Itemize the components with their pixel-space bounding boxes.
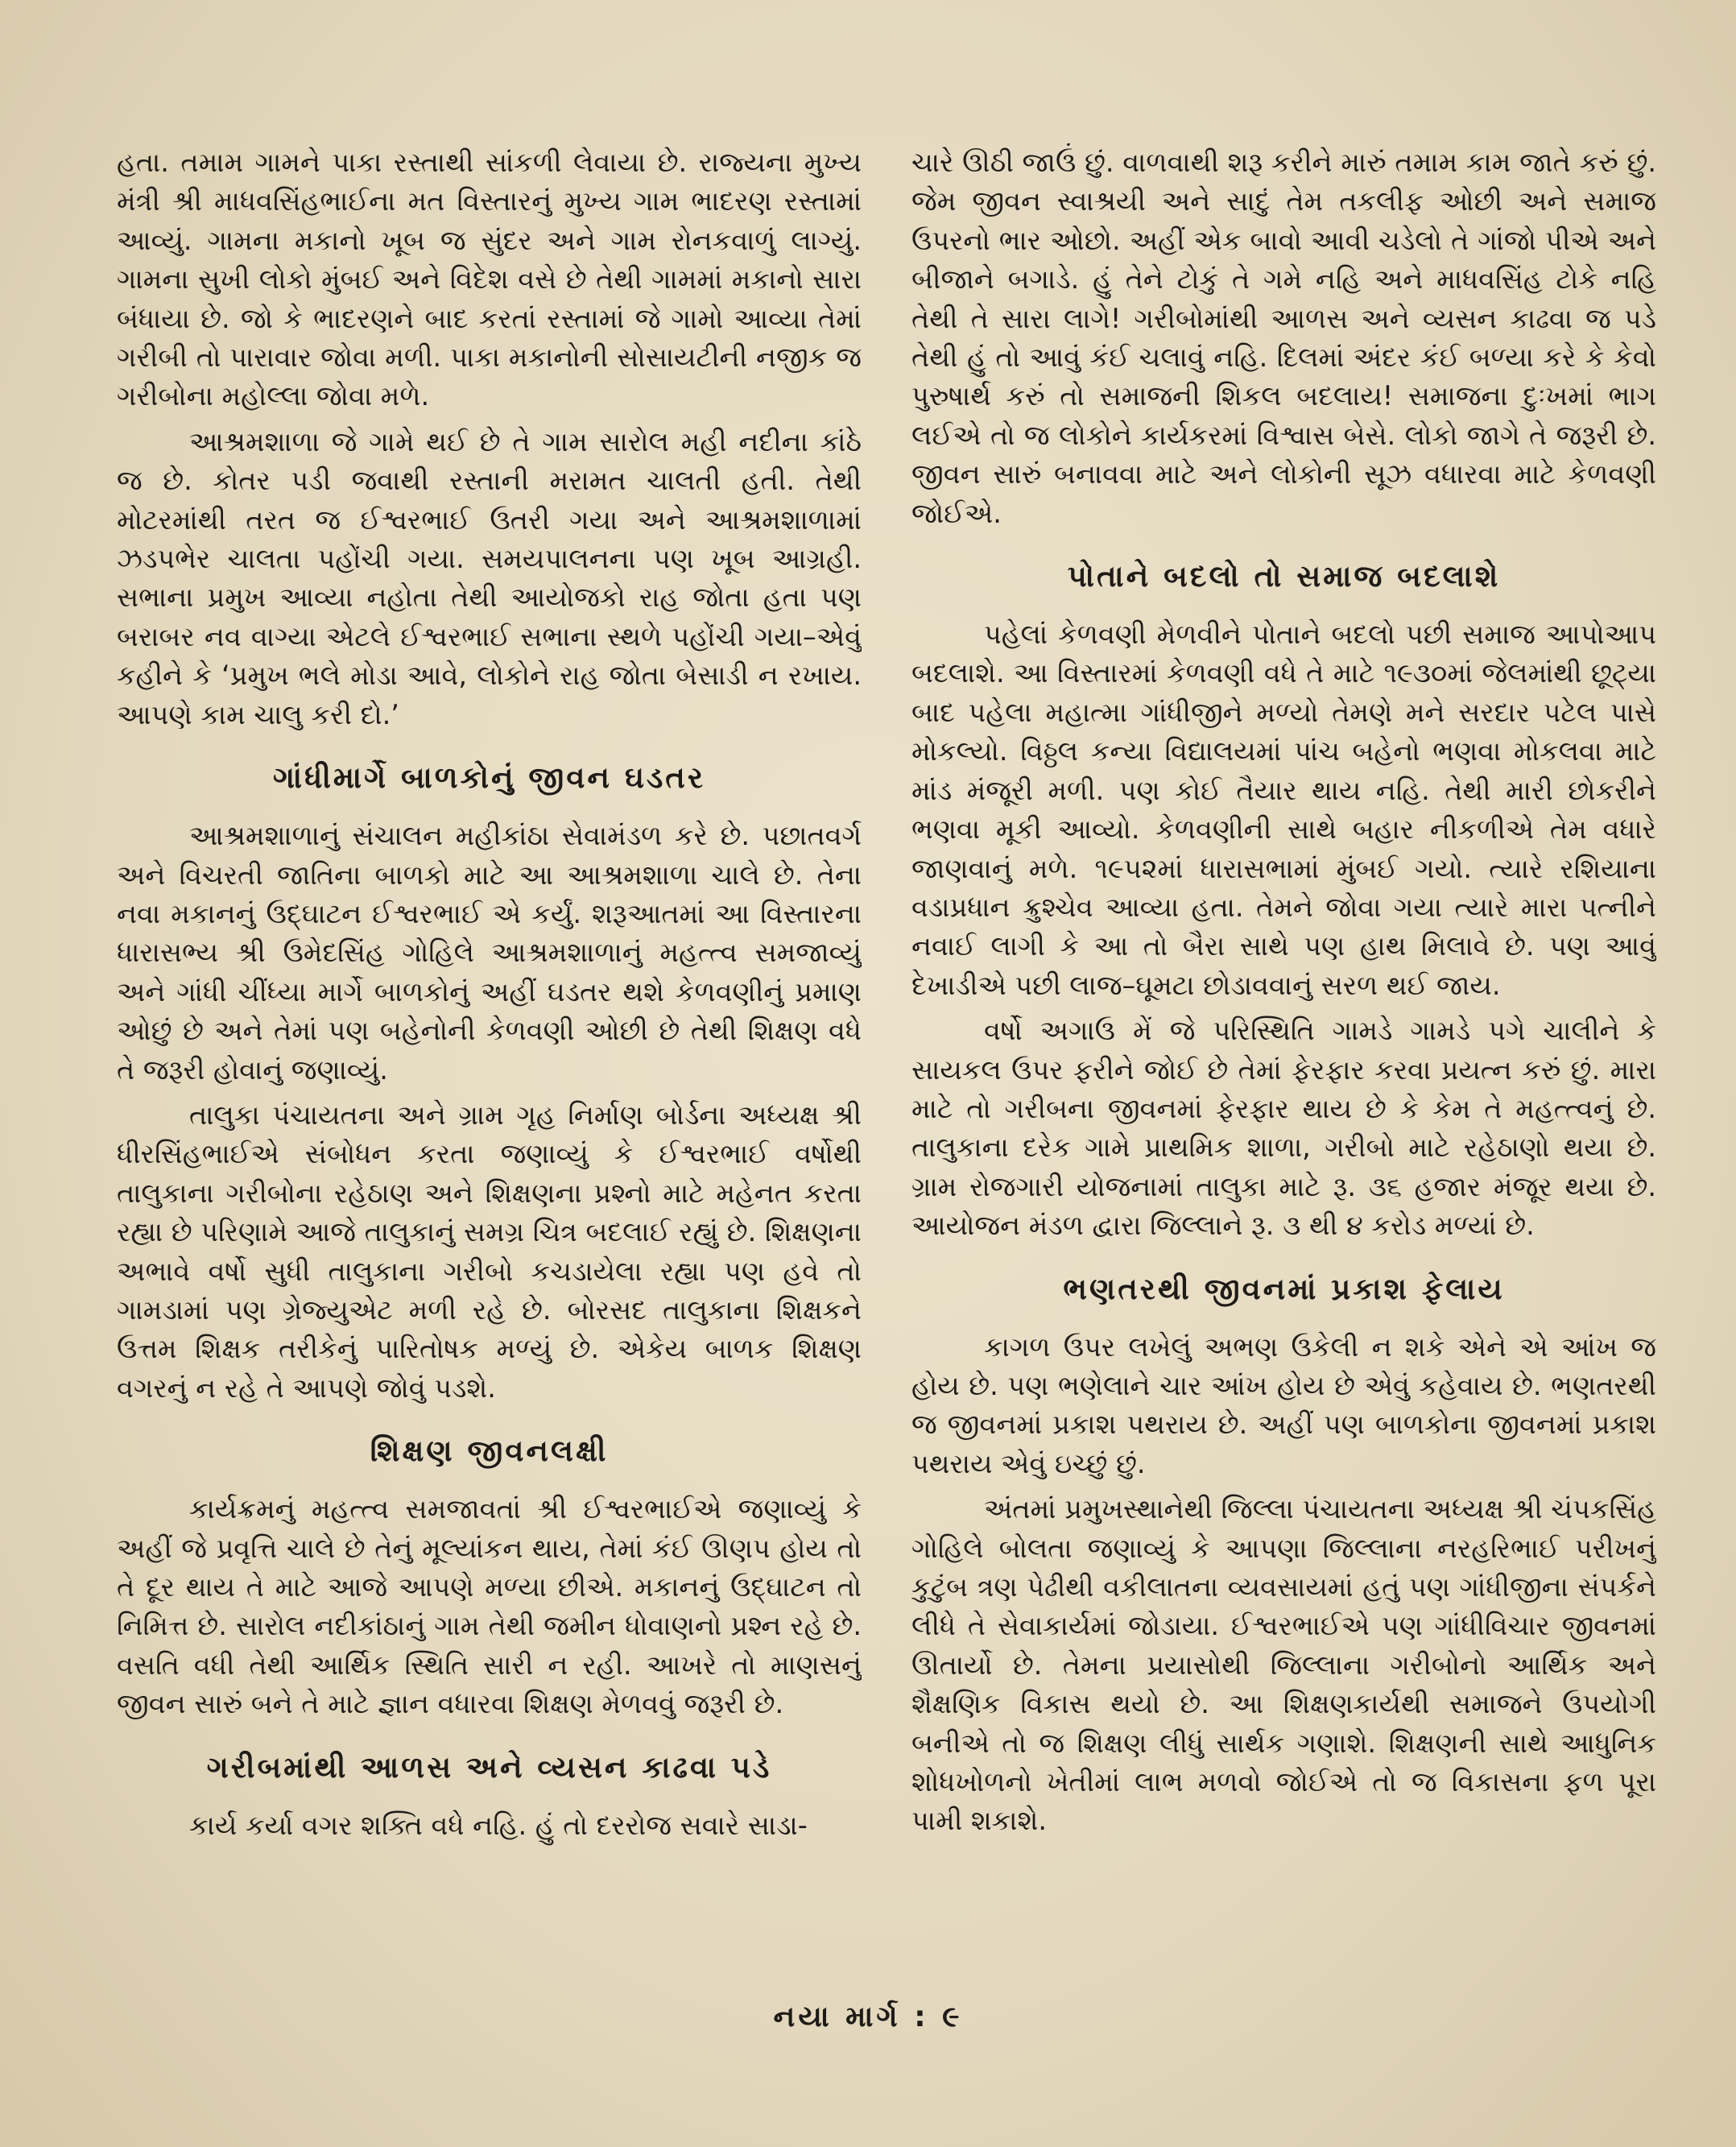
section-heading: ગરીબમાંથી આળસ અને વ્યસન કાઢવા પડે [206,1749,772,1785]
section-heading: ભણતરથી જીવનમાં પ્રકાશ ફેલાય [1063,1271,1505,1306]
body-paragraph: આશ્રમશાળાનું સંચાલન મહીકાંઠા સેવામંડળ કરે છે. પછાતવર્ગ અને વિચરતી જાતિના બાળકો માટે આ આશ્રમશાળા ચાલે છે. તેના નવા મકાનનું ઉદ્ઘાટન ઈશ્વરભાઈ એ કર્યું. શરૂઆતમાં આ વિસ્તારના ધારાસભ્ય શ્રી ઉમેદસિંહ ગોહિલે આશ્રમશાળાનું મહત્ત્વ સમજાવ્યું અને ગાંધી ચીંધ્યા માર્ગે બાળકોનું અહીં ઘડતર થશે કેળવણીનું પ્રમાણ ઓછું છે અને તેમાં પણ બહેનોની કેળવણી ઓછી છે તેથી શિક્ષણ વધે તે જરૂરી હોવાનું જણાવ્યું. [117,820,862,1086]
left-column [117,143,862,1971]
section-heading: પોતાને બદલો તો સમાજ બદલાશે [1067,559,1501,594]
body-paragraph: કાર્યક્રમનું મહત્ત્વ સમજાવતાં શ્રી ઈશ્વરભાઈએ જણાવ્યું કે અહીં જે પ્રવૃત્તિ ચાલે છે તેનું મૂલ્યાંકન થાય, તેમાં કંઈ ઊણપ હોય તો તે દૂર થાય તે માટે આજે આપણે મળ્યા છીએ. મકાનનું ઉદ્ઘાટન તો નિમિત્ત છે. સારોલ નદીકાંઠાનું ગામ તેથી જમીન ધોવાણનો પ્રશ્ન રહે છે. વસતિ વધી તેથી આર્થિક સ્થિતિ સારી ન રહી. આખરે તો માણસનું જીવન સારું બને તે માટે જ્ઞાન વધારવા શિક્ષણ મેળવવું જરૂરી છે. [117,1493,862,1720]
body-paragraph: હતા. તમામ ગામને પાકા રસ્તાથી સાંકળી લેવાયા છે. રાજ્યના મુખ્ય મંત્રી શ્રી માધવસિંહભાઈના મત વિસ્તારનું મુખ્ય ગામ ભાદરણ રસ્તામાં આવ્યું. ગામના મકાનો ખૂબ જ સુંદર અને ગામ રોનકવાળું લાગ્યું. ગામના સુખી લોકો મુંબઈ અને વિદેશ વસે છે તેથી ગામમાં મકાનો સારા બંધાયા છે. જો કે ભાદરણને બાદ કરતાં રસ્તામાં જે ગામો આવ્યા તેમાં ગરીબી તો પારાવાર જોવા મળી. પાકા મકાનોની સોસાયટીની નજીક જ ગરીબોના મહોલ્લા જોવા મળે. [117,147,862,412]
body-paragraph: અંતમાં પ્રમુખસ્થાનેથી જિલ્લા પંચાયતના અધ્યક્ષ શ્રી ચંપકસિંહ ગોહિલે બોલતા જણાવ્યું કે આપણા જિલ્લાના નરહરિભાઈ પરીખનું કુટુંબ ત્રણ પેઢીથી વકીલાતના વ્યવસાયમાં હતું પણ ગાંધીજીના સંપર્કને લીધે તે સેવાકાર્યમાં જોડાયા. ઈશ્વરભાઈએ પણ ગાંધીવિચાર જીવનમાં ઊતાર્યો છે. તેમના પ્રયાસોથી જિલ્લાના ગરીબોનો આર્થિક અને શૈક્ષણિક વિકાસ થયો છે. આ શિક્ષણકાર્યથી સમાજને ઉપયોગી બનીએ તો જ શિક્ષણ લીધું સાર્થક ગણાશે. શિક્ષણની સાથે આધુનિક શોધખોળનો ખેતીમાં લાભ મળવો જોઈએ તો જ વિકાસના ફળ પૂરા પામી શકાશે. [911,1493,1656,1837]
body-paragraph: કાગળ ઉપર લખેલું અભણ ઉકેલી ન શકે એને એ આંખ જ હોય છે. પણ ભણેલાને ચાર આંખ હોય છે એવું કહેવાય છે. ભણતરથી જ જીવનમાં પ્રકાશ પથરાય છે. અહીં પણ બાળકોના જીવનમાં પ્રકાશ પથરાય એવું ઇચ્છું છું. [911,1330,1656,1479]
body-paragraph: તાલુકા પંચાયતના અને ગ્રામ ગૃહ નિર્માણ બોર્ડના અધ્યક્ષ શ્રી ધીરસિંહભાઈએ સંબોધન કરતા જણાવ્યું કે ઈશ્વરભાઈ વર્ષોથી તાલુકાના ગરીબોના રહેઠાણ અને શિક્ષણના પ્રશ્નો માટે મહેનત કરતા રહ્યા છે પરિણામે આજે તાલુકાનું સમગ્ર ચિત્ર બદલાઈ રહ્યું છે. શિક્ષણના અભાવે વર્ષો સુધી તાલુકાના ગરીબો કચડાયેલા રહ્યા પણ હવે તો ગામડામાં પણ ગ્રેજ્યુએટ મળી રહે છે. બોરસદ તાલુકાના શિક્ષકને ઉત્તમ શિક્ષક તરીકેનું પારિતોષક મળ્યું છે. એકેય બાળક શિક્ષણ વગરનું ન રહે તે આપણે જોવું પડશે. [117,1098,862,1404]
section-heading: ગાંધીમાર્ગે બાળકોનું જીવન ઘડતર [273,760,705,796]
right-column [911,143,1656,1971]
body-paragraph: કાર્ય કર્યા વગર શક્તિ વધે નહિ. હું તો દરરોજ સવારે સાડા- [189,1809,808,1841]
section-heading: શિક્ષણ જીવનલક્ષી [370,1433,609,1469]
body-paragraph: વર્ષો અગાઉ મેં જે પરિસ્થિતિ ગામડે ગામડે પગે ચાલીને કે સાયકલ ઉપર ફરીને જોઈ છે તેમાં ફેરફાર કરવા પ્રયત્ન કરું છું. મારા માટે તો ગરીબના જીવનમાં ફેરફાર થાય છે કે કેમ તે મહત્ત્વનું છે. તાલુકાના દરેક ગામે પ્રાથમિક શાળા, ગરીબો માટે રહેઠાણો થયા છે. ગ્રામ રોજગારી યોજનામાં તાલુકા માટે રૂ. ૩૬ હજાર મંજૂર થયા છે. આયોજન મંડળ દ્વારા જિલ્લાને રૂ. ૩ થી ૪ કરોડ મળ્યાં છે. [911,1015,1656,1242]
body-paragraph: પહેલાં કેળવણી મેળવીને પોતાને બદલો પછી સમાજ આપોઆપ બદલાશે. આ વિસ્તારમાં કેળવણી વધે તે માટે ૧૯૩૦માં જેલમાંથી છૂટ્યા બાદ પહેલા મહાત્મા ગાંધીજીને મળ્યો તેમણે મને સરદાર પટેલ પાસે મોકલ્યો. વિઠ્ઠલ કન્યા વિદ્યાલયમાં પાંચ બહેનો ભણવા મોકલવા માટે માંડ મંજૂરી મળી. પણ કોઈ તૈયાર થાય નહિ. તેથી મારી છોકરીને ભણવા મૂકી આવ્યો. કેળવણીની સાથે બહાર નીકળીએ તેમ વધારે જાણવાનું મળે. ૧૯૫૨માં ધારાસભામાં મુંબઈ ગયો. ત્યારે રશિયાના વડાપ્રધાન ક્રુશ્ચેવ આવ્યા હતા. તેમને જોવા ગયા ત્યારે મારા પત્નીને નવાઈ લાગી કે આ તો બૈરા સાથે પણ હાથ મિલાવે છે. પણ આવું દેખાડીએ પછી લાજ–ઘૂમટા છોડાવવાનું સરળ થઈ જાય. [911,618,1656,1001]
page-footer: નયા માર્ગ : ૯ [773,2000,963,2033]
body-paragraph: આશ્રમશાળા જે ગામે થઈ છે તે ગામ સારોલ મહી નદીના કાંઠે જ છે. કોતર પડી જવાથી રસ્તાની મરામત ચાલતી હતી. તેથી મોટરમાંથી તરત જ ઈશ્વરભાઈ ઉતરી ગયા અને આશ્રમશાળામાં ઝડપભેર ચાલતા પહોંચી ગયા. સમયપાલનના પણ ખૂબ આગ્રહી. સભાના પ્રમુખ આવ્યા નહોતા તેથી આયોજકો રાહ જોતા હતા પણ બરાબર નવ વાગ્યા એટલે ઈશ્વરભાઈ સભાના સ્થળે પહોંચી ગયા–એવું કહીને કે ‘પ્રમુખ ભલે મોડા આવે, લોકોને રાહ જોતા બેસાડી ન રખાય. આપણે કામ ચાલુ કરી દો.’ [117,425,862,730]
body-paragraph: ચારે ઊઠી જાઉં છું. વાળવાથી શરૂ કરીને મારું તમામ કામ જાતે કરું છું. જેમ જીવન સ્વાશ્રયી અને સાદું તેમ તકલીફ ઓછી અને સમાજ ઉપરનો ભાર ઓછો. અહીં એક બાવો આવી ચડેલો તે ગાંજો પીએ અને બીજાને બગાડે. હું તેને ટોકું તે ગમે નહિ અને માધવસિંહ ટોકે નહિ તેથી તે સારા લાગે! ગરીબોમાંથી આળસ અને વ્યસન કાઢવા જ પડે તેથી હું તો આવું કંઈ ચલાવું નહિ. દિલમાં અંદર કંઈ બળ્યા કરે કે કેવો પુરુષાર્થ કરું તો સમાજની શિકલ બદલાય! સમાજના દુઃખમાં ભાગ લઈએ તો જ લોકોને કાર્યકરમાં વિશ્વાસ બેસે. લોકો જાગે તે જરૂરી છે. જીવન સારું બનાવવા માટે અને લોકોની સૂઝ વધારવા માટે કેળવણી જોઈએ. [911,147,1656,529]
